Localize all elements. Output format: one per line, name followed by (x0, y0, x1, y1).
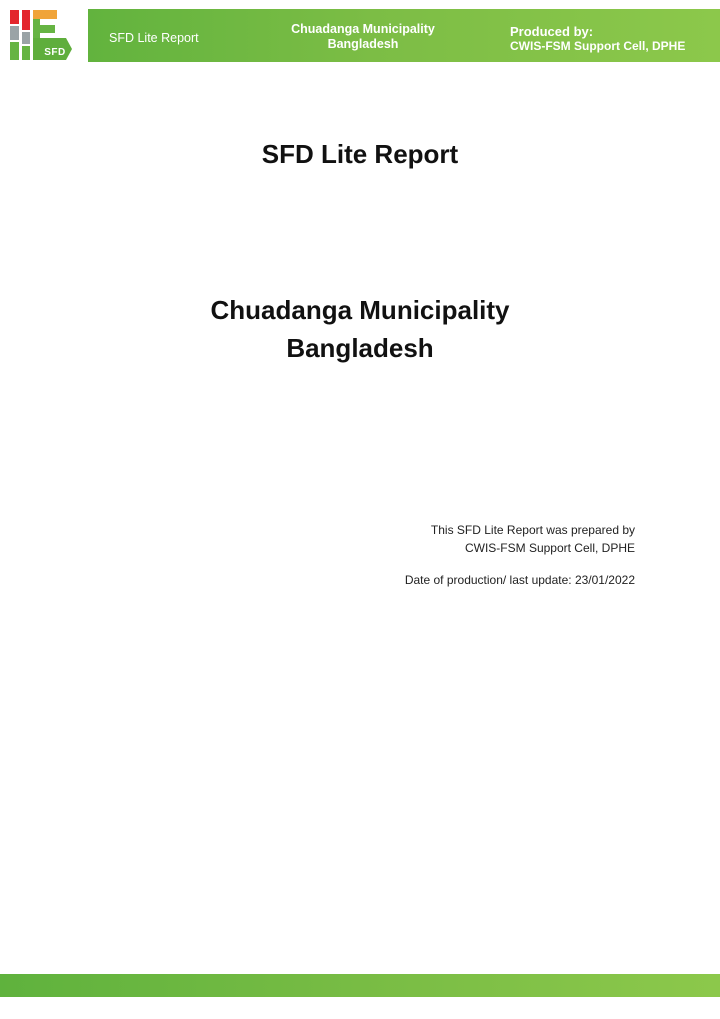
header-bar (88, 9, 720, 62)
production-date: Date of production/ last update: 23/01/2022 (404, 573, 635, 587)
header-location (263, 22, 463, 52)
header-country: Bangladesh (327, 37, 399, 51)
header-produced-by-label: Produced by: (510, 24, 594, 39)
location-title (0, 291, 720, 367)
footer-bar (0, 974, 720, 997)
header-report-label: SFD Lite Report (109, 31, 199, 45)
sfd-logo (10, 8, 74, 62)
header-producer-name: CWIS-FSM Support Cell, DPHE (510, 39, 686, 53)
location-city: Chuadanga Municipality (210, 295, 510, 325)
header-producer (510, 24, 685, 54)
prepared-by-org: CWIS-FSM Support Cell, DPHE (464, 541, 635, 555)
header-city: Chuadanga Municipality (291, 22, 435, 36)
page-title: SFD Lite Report (261, 139, 459, 169)
logo-text: SFD (44, 47, 66, 58)
prepared-by-line: This SFD Lite Report was prepared by (430, 523, 635, 537)
location-country: Bangladesh (286, 333, 434, 363)
prepared-by-block (431, 521, 635, 557)
